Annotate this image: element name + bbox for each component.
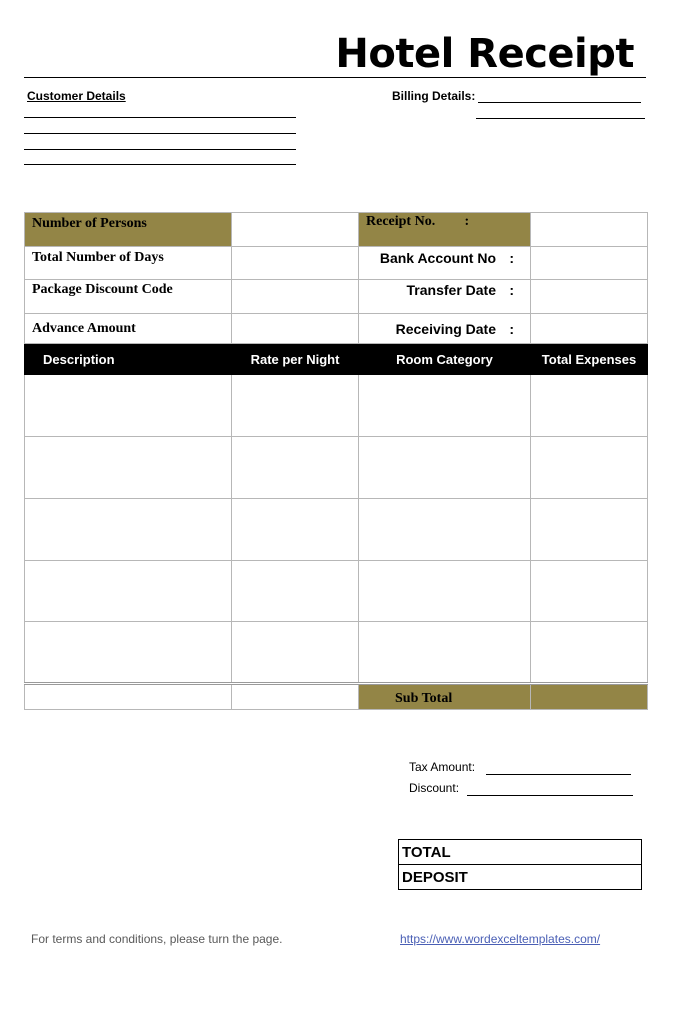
tax-amount-label: Tax Amount:: [409, 760, 476, 774]
col-header-description: Description: [25, 344, 232, 375]
expense-cell[interactable]: [531, 499, 648, 561]
category-cell[interactable]: [359, 437, 531, 499]
tax-amount-line[interactable]: [486, 774, 631, 775]
title-divider: [24, 77, 646, 78]
bank-account-label: Bank Account No :: [359, 247, 531, 280]
footer-note: For terms and conditions, please turn the page.: [31, 932, 283, 946]
advance-amount-label: Advance Amount: [25, 314, 232, 344]
description-cell[interactable]: [25, 622, 232, 684]
rate-cell[interactable]: [232, 622, 359, 684]
transfer-date-label: Transfer Date :: [359, 280, 531, 314]
table-row: [25, 622, 648, 684]
rate-cell[interactable]: [232, 499, 359, 561]
transfer-date-field[interactable]: [531, 280, 648, 314]
category-cell[interactable]: [359, 499, 531, 561]
customer-line-3[interactable]: [24, 149, 296, 150]
page-title: Hotel Receipt: [335, 31, 634, 77]
expense-cell[interactable]: [531, 437, 648, 499]
billing-line-1[interactable]: [478, 102, 641, 103]
description-cell[interactable]: [25, 375, 232, 437]
category-cell[interactable]: [359, 561, 531, 622]
customer-details-label: Customer Details: [27, 89, 126, 103]
description-cell[interactable]: [25, 499, 232, 561]
package-discount-code-field[interactable]: [232, 280, 359, 314]
rate-cell[interactable]: [232, 375, 359, 437]
total-days-label: Total Number of Days: [25, 247, 232, 280]
deposit-label: DEPOSIT: [399, 865, 642, 890]
receiving-date-field[interactable]: [531, 314, 648, 344]
rate-cell[interactable]: [232, 561, 359, 622]
rate-cell[interactable]: [232, 437, 359, 499]
discount-line[interactable]: [467, 795, 633, 796]
col-header-rate-per-night: Rate per Night: [232, 344, 359, 375]
discount-label: Discount:: [409, 781, 460, 795]
bank-account-field[interactable]: [531, 247, 648, 280]
expense-cell[interactable]: [531, 375, 648, 437]
advance-amount-field[interactable]: [232, 314, 359, 344]
billing-line-2[interactable]: [476, 118, 645, 119]
receipt-table: [24, 212, 648, 710]
expense-cell[interactable]: [531, 561, 648, 622]
subtotal-field[interactable]: [531, 684, 648, 710]
subtotal-label: Sub Total: [359, 684, 531, 710]
billing-details-label: Billing Details:: [392, 89, 476, 103]
number-of-persons-field[interactable]: [232, 213, 359, 247]
description-cell[interactable]: [25, 561, 232, 622]
receiving-date-label: Receiving Date :: [359, 314, 531, 344]
total-label: TOTAL: [399, 840, 642, 865]
table-row: [25, 499, 648, 561]
receipt-no-field[interactable]: [531, 213, 648, 247]
number-of-persons-label: Number of Persons: [25, 213, 232, 247]
package-discount-code-label: Package Discount Code: [25, 280, 232, 314]
total-days-field[interactable]: [232, 247, 359, 280]
table-row: [25, 561, 648, 622]
subtotal-blank-cell: [25, 684, 232, 710]
col-header-total-expenses: Total Expenses: [531, 344, 648, 375]
totals-box: [398, 839, 642, 890]
table-row: [25, 437, 648, 499]
description-cell[interactable]: [25, 437, 232, 499]
category-cell[interactable]: [359, 375, 531, 437]
customer-line-1[interactable]: [24, 117, 296, 118]
table-row: [25, 375, 648, 437]
subtotal-blank-cell: [232, 684, 359, 710]
col-header-room-category: Room Category: [359, 344, 531, 375]
footer-link[interactable]: https://www.wordexceltemplates.com/: [400, 932, 601, 946]
expense-cell[interactable]: [531, 622, 648, 684]
customer-line-4[interactable]: [24, 164, 296, 165]
customer-line-2[interactable]: [24, 133, 296, 134]
category-cell[interactable]: [359, 622, 531, 684]
receipt-no-label: Receipt No. :: [359, 213, 531, 247]
